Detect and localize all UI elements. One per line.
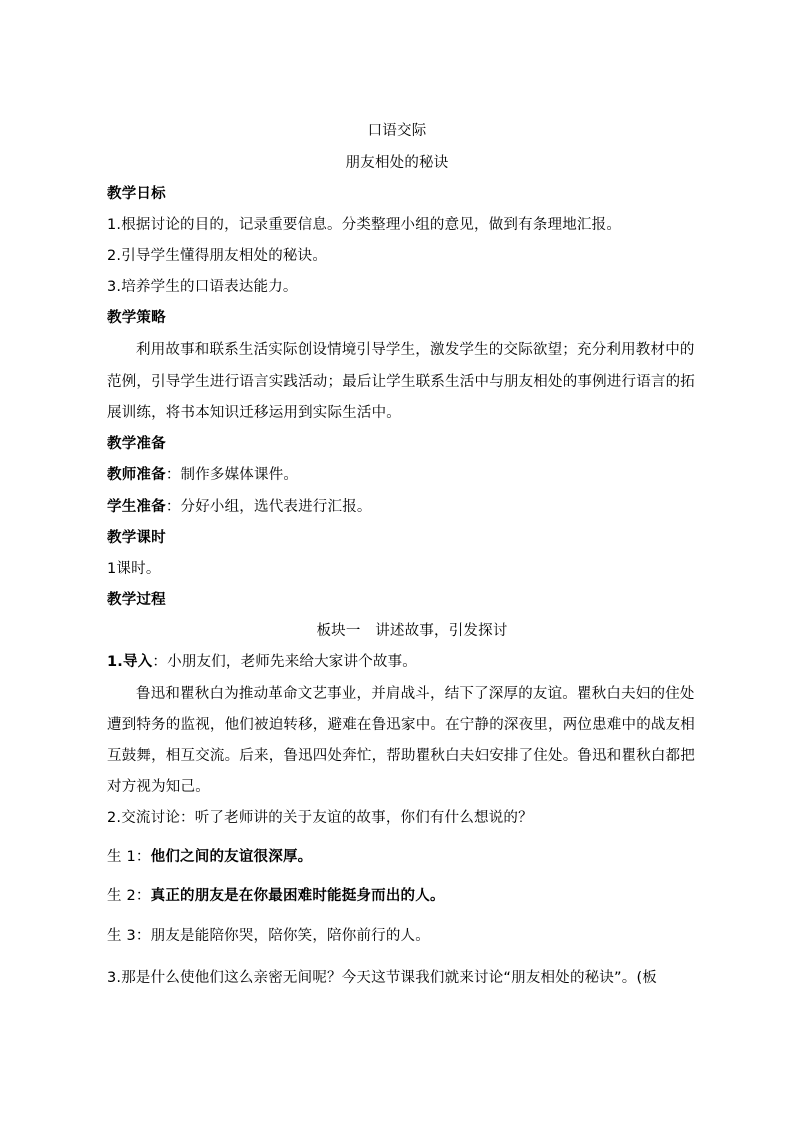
hours-text: 1课时。 bbox=[107, 561, 161, 577]
page-subtitle: 朋友相处的秘诀 bbox=[345, 155, 449, 171]
student-answer-label: 生 3： bbox=[107, 928, 151, 944]
strategy-heading: 教学策略 bbox=[107, 310, 166, 326]
student-prep-text: ：分好小组，选代表进行汇报。 bbox=[165, 499, 372, 515]
intro-paragraph bbox=[107, 652, 719, 672]
strategy-line: 范例，引导学生进行语言实践活动；最后让学生联系生活中与朋友相处的事例进行语言的拓 bbox=[107, 374, 695, 390]
goals-heading: 教学日标 bbox=[107, 186, 166, 202]
discussion-text: 2.交流讨论：听了老师讲的关于友谊的故事，你们有什么想说的？ bbox=[107, 810, 533, 826]
intro-label: 1.导入 bbox=[107, 654, 153, 670]
page-title: 口语交际 bbox=[367, 123, 427, 139]
student-answer bbox=[107, 926, 719, 946]
prep-heading: 教学准备 bbox=[107, 436, 166, 452]
strategy-line: 利用故事和联系生活实际创设情境引导学生，激发学生的交际欲望；充分利用教材中的 bbox=[136, 342, 695, 358]
intro-text: ：小朋友们，老师先来给大家讲个故事。 bbox=[152, 654, 418, 670]
student-answer-label: 生 1： bbox=[107, 849, 151, 865]
goal-item: 1.根据讨论的目的，记录重要信息。分类整理小组的意见，做到有条理地汇报。 bbox=[107, 217, 622, 233]
process-heading: 教学过程 bbox=[107, 592, 166, 608]
teacher-prep-label: 教师准备 bbox=[107, 467, 166, 483]
student-answer-text: 真正的朋友是在你最困难时能挺身而出的人。 bbox=[150, 888, 445, 904]
story-line: 对方视为知己。 bbox=[107, 779, 210, 795]
goal-item: 2.引导学生懂得朋友相处的秘诀。 bbox=[107, 248, 328, 264]
hours-heading: 教学课时 bbox=[107, 530, 166, 546]
story-line: 互鼓舞，相互交流。后来，鲁迅四处奔忙，帮助瞿秋白夫妇安排了住处。鲁迅和瞿秋白都把 bbox=[107, 748, 695, 764]
section-one-title: 板块一 讲述故事，引发探讨 bbox=[316, 623, 508, 639]
student-prep-label: 学生准备 bbox=[107, 499, 166, 515]
closing-text: 3.那是什么使他们这么亲密无间呢？今天这节课我们就来讨论“朋友相处的秘诀”。(板 bbox=[107, 970, 658, 986]
story-line: 遭到特务的监视，他们被迫转移，避难在鲁迅家中。在宁静的深夜里，两位患难中的战友相 bbox=[107, 717, 695, 733]
story-line: 鲁迅和瞿秋白为推动革命文艺事业，并肩战斗，结下了深厚的友谊。瞿秋白夫妇的住处 bbox=[136, 686, 695, 702]
strategy-line: 展训练，将书本知识迁移运用到实际生活中。 bbox=[107, 405, 401, 421]
student-answer-text: 朋友是能陪你哭，陪你笑，陪你前行的人。 bbox=[150, 928, 430, 944]
student-answer bbox=[107, 886, 719, 906]
student-answer-text: 他们之间的友谊很深厚。 bbox=[150, 849, 313, 865]
student-answer-label: 生 2： bbox=[107, 888, 151, 904]
teacher-prep-text: ：制作多媒体课件。 bbox=[165, 467, 299, 483]
student-prep bbox=[107, 497, 719, 517]
goal-item: 3.培养学生的口语表达能力。 bbox=[107, 279, 298, 295]
student-answer bbox=[107, 847, 719, 867]
teacher-prep bbox=[107, 465, 719, 485]
